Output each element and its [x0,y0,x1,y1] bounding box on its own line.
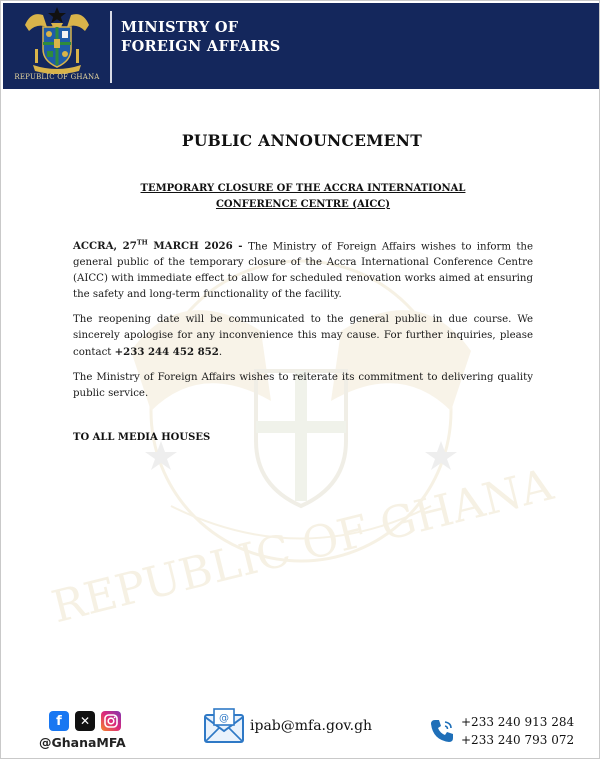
page-title: PUBLIC ANNOUNCEMENT [181,131,423,150]
social-icons [49,711,141,731]
paragraph-1 [73,235,533,303]
dateline-prefix: ACCRA, 27 [73,240,137,253]
inquiry-phone: +233 244 452 852 [114,346,219,359]
phone-numbers [461,713,574,749]
subject-line1: TEMPORARY CLOSURE OF THE ACCRA INTERNATIONAL [140,183,466,194]
svg-text:@: @ [219,713,229,724]
paragraph-2 [73,312,533,361]
paragraph-3: The Ministry of Foreign Affairs wishes to reiterate its commitment to delivering quality public service. [73,372,533,400]
closing-line: TO ALL MEDIA HOUSES [73,432,211,444]
social-handle[interactable]: @GhanaMFA [39,735,126,750]
subject-line2: CONFERENCE CENTRE (AICC) [215,199,391,210]
announcement-body [73,131,533,443]
instagram-icon[interactable] [101,711,121,731]
facebook-icon[interactable]: f [49,711,69,731]
dateline-suffix: MARCH 2026 - [147,240,249,253]
phone-icon [429,718,455,744]
announcement-subject [73,181,533,213]
paragraph-1-text: The Ministry of Foreign Affairs wishes to inform the general public of the temporary closure of the Accra International Conference Centre (AICC) with immediate effect to allow for scheduled renovation works aimed at ensuring the safety and long-term functionality of the facility. [73,241,533,301]
footer [1,701,601,757]
ghana-coat-of-arms-icon [21,5,93,73]
crest-caption: REPUBLIC OF GHANA [14,73,100,81]
ministry-title-line1: MINISTRY OF [121,19,239,36]
email-address[interactable]: ipab@mfa.gov.gh [250,718,373,734]
paragraph-2-end: . [218,347,223,359]
email-contact [204,709,372,743]
phone-number-1[interactable]: +233 240 913 284 [461,715,575,729]
paragraph-2-text: The reopening date will be communicated to the general public in due course. We sincerely apologise for any inconvenience this may cause. For further inquiries, please contact [73,314,533,359]
coat-of-arms [11,5,103,85]
header-divider [110,11,112,83]
email-icon [204,709,244,743]
header-banner [3,3,599,89]
ministry-title-line2: FOREIGN AFFAIRS [121,38,281,55]
phone-contact [429,713,574,749]
social-links [41,711,141,750]
dateline-superscript: TH [136,239,148,247]
phone-number-2[interactable]: +233 240 793 072 [461,733,575,747]
x-icon[interactable]: ✕ [75,711,95,731]
ministry-title [121,18,281,56]
dateline [73,240,248,252]
watermark-text: REPUBLIC OF GHANA [46,459,558,634]
